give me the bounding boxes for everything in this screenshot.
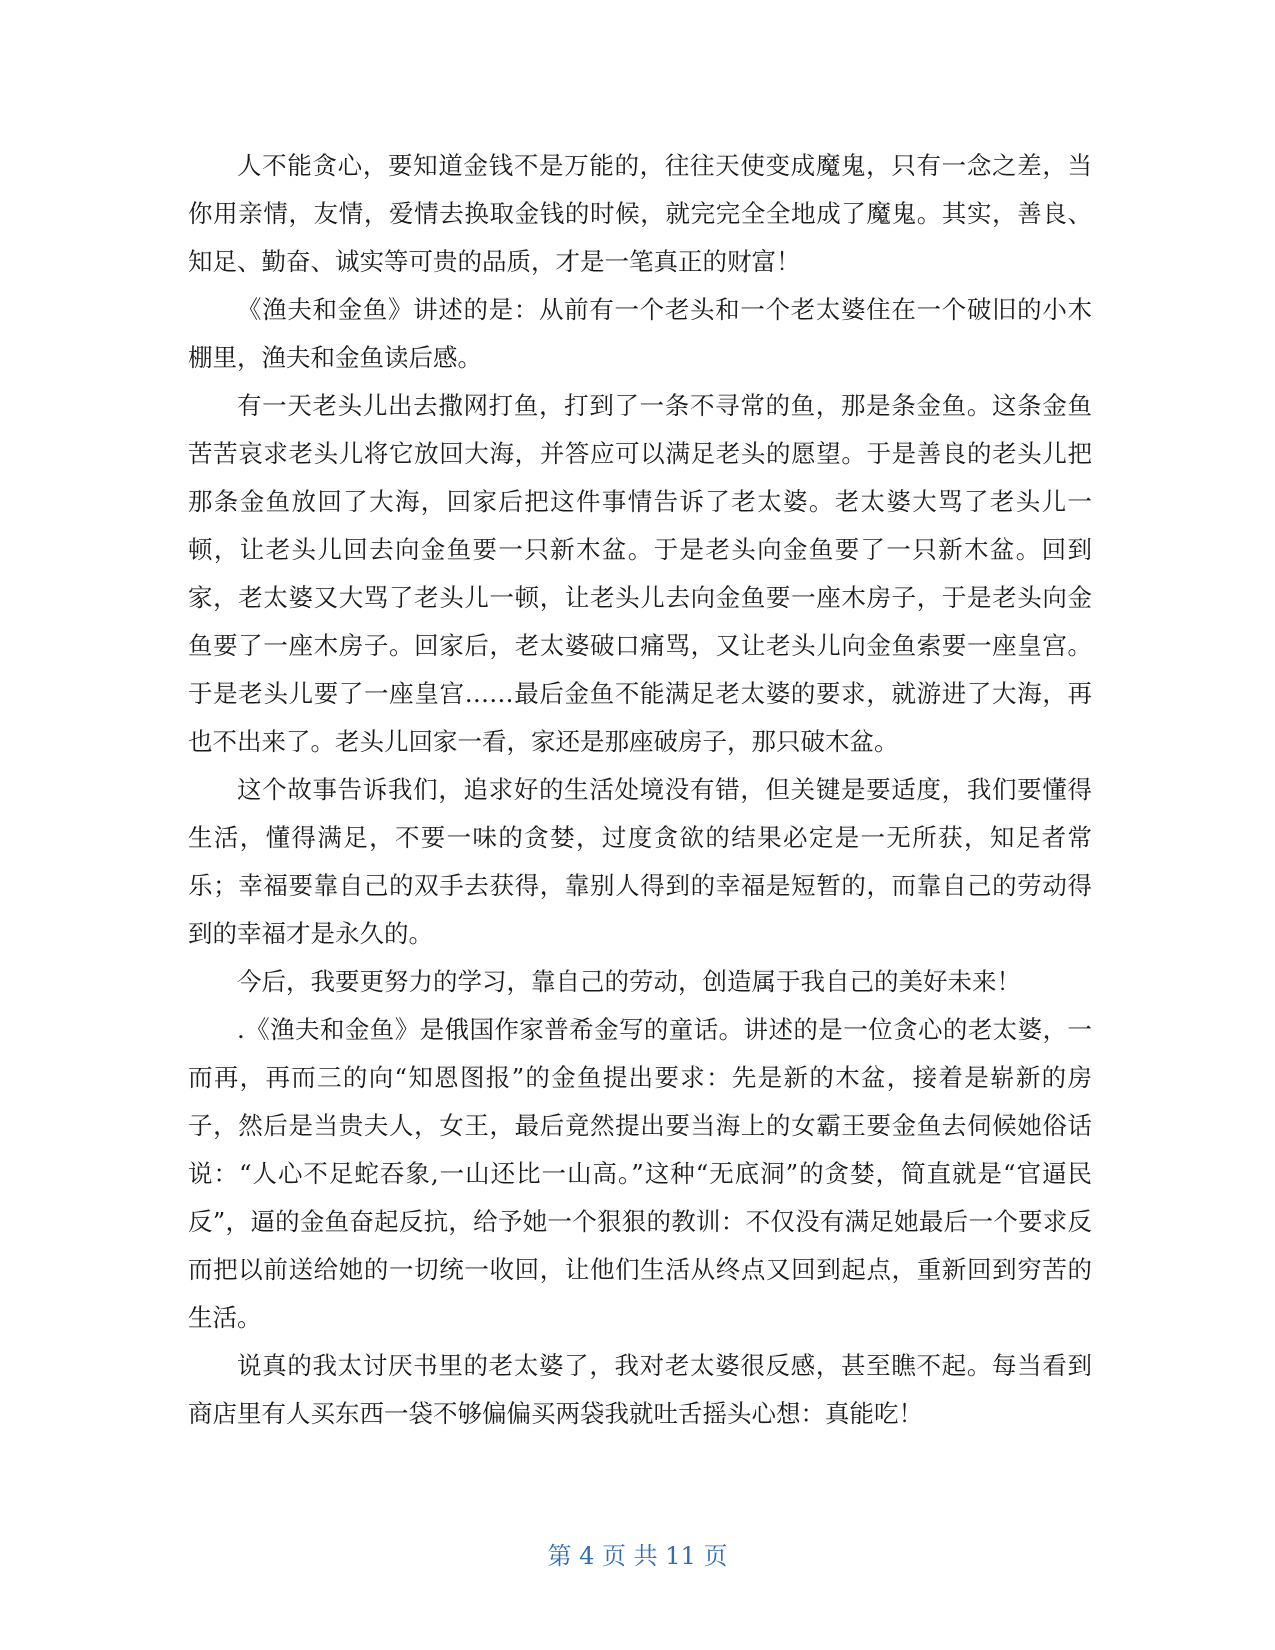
- paragraph-2: 《渔夫和金鱼》讲述的是：从前有一个老头和一个老太婆住在一个破旧的小木棚里，渔夫和金鱼读后感。: [188, 295, 1092, 372]
- document-body: [188, 142, 1092, 1438]
- paragraph-3: 有一天老头儿出去撒网打鱼，打到了一条不寻常的鱼，那是条金鱼。这条金鱼苦苦哀求老头儿将它放回大海，并答应可以满足老头的愿望。于是善良的老头儿把那条金鱼放回了大海，回家后把这件事情告诉了老太婆。老太婆大骂了老头儿一顿，让老头儿回去向金鱼要一只新木盆。于是老头向金鱼要了一只新木盆。回到家，老太婆又大骂了老头儿一顿，让老头儿去向金鱼要一座木房子，于是老头向金鱼要了一座木房子。回家后，老太婆破口痛骂，又让老头儿向金鱼索要一座皇宫。于是老头儿要了一座皇宫……最后金鱼不能满足老太婆的要求，就游进了大海，再也不出来了。老头儿回家一看，家还是那座破房子，那只破木盆。: [188, 391, 1092, 756]
- paragraph-1: 人不能贪心，要知道金钱不是万能的，往往天使变成魔鬼，只有一念之差，当你用亲情，友情，爱情去换取金钱的时候，就完完全全地成了魔鬼。其实，善良、知足、勤奋、诚实等可贵的品质，才是一笔真正的财富！: [188, 151, 1092, 276]
- paragraph-6: .《渔夫和金鱼》是俄国作家普希金写的童话。讲述的是一位贪心的老太婆，一而再，再而三的向“知恩图报”的金鱼提出要求：先是新的木盆，接着是崭新的房子，然后是当贵夫人，女王，最后竟然提出要当海上的女霸王要金鱼去伺候她俗话说：“人心不足蛇吞象,一山还比一山高。”这种“无底洞”的贪婪，简直就是“官逼民反”，逼的金鱼奋起反抗，给予她一个狠狠的教训：不仅没有满足她最后一个要求反而把以前送给她的一切统一收回，让他们生活从终点又回到起点，重新回到穷苦的生活。: [188, 1015, 1092, 1332]
- page-number-footer: 第 4 页 共 11 页: [547, 1542, 728, 1570]
- paragraph-7: 说真的我太讨厌书里的老太婆了，我对老太婆很反感，甚至瞧不起。每当看到商店里有人买东西一袋不够偏偏买两袋我就吐舌摇头心想：真能吃！: [188, 1351, 1092, 1428]
- paragraph-5: 今后，我要更努力的学习，靠自己的劳动，创造属于我自己的美好未来！: [237, 967, 1021, 996]
- paragraph-4: 这个故事告诉我们，追求好的生活处境没有错，但关键是要适度，我们要懂得生活，懂得满足，不要一味的贪婪，过度贪欲的结果必定是一无所获，知足者常乐；幸福要靠自己的双手去获得，靠别人得到的幸福是短暂的，而靠自己的劳动得到的幸福才是永久的。: [188, 775, 1092, 948]
